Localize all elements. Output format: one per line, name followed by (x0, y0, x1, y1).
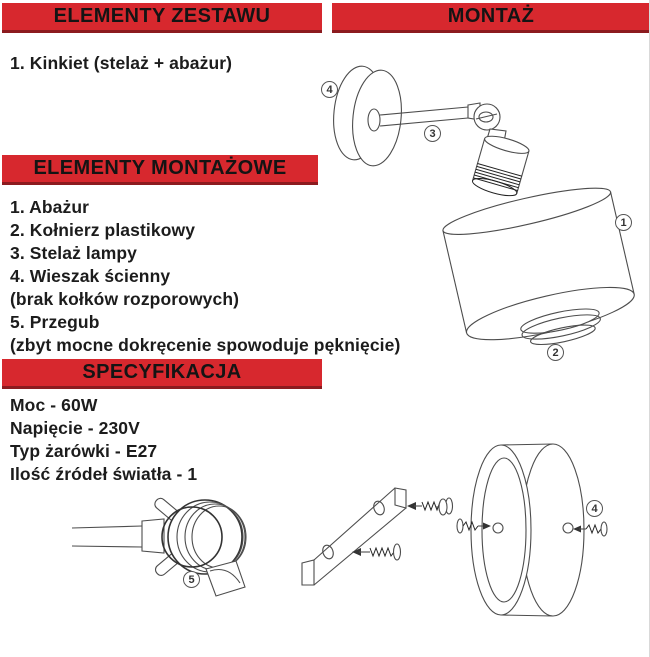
bracket-end-left (302, 560, 314, 585)
spec-list (10, 394, 197, 486)
section-header-kit-label: ELEMENTY ZESTAWU (53, 5, 271, 27)
callout-wall-plate: 4 (321, 81, 338, 98)
section-header-spec-label: SPECYFIKACJA (82, 361, 242, 383)
section-header-mounting (2, 155, 318, 185)
spec-item: Typ żarówki - E27 (10, 441, 158, 461)
socket-drawing (471, 133, 531, 200)
joint-detail-diagram (60, 495, 290, 610)
mounting-item: 2. Kołnierz plastikowy (10, 220, 196, 240)
mounting-item: 5. Przegub (10, 312, 100, 332)
collar-drawing (519, 304, 603, 350)
arm-connector (142, 519, 164, 553)
bracket-hole (321, 544, 335, 561)
section-header-kit (2, 3, 322, 33)
mounting-item: 4. Wieszak ścienny (10, 266, 171, 286)
kit-item: 1. Kinkiet (stelaż + abażur) (10, 53, 233, 73)
section-header-assembly-label: MONTAŻ (447, 5, 535, 27)
montage-diagram (320, 60, 650, 370)
callout-canopy: 4 (586, 500, 603, 517)
spec-item: Napięcie - 230V (10, 418, 140, 438)
callout-arm: 3 (424, 125, 441, 142)
section-header-spec (2, 359, 322, 389)
kit-list (10, 52, 232, 75)
mounting-item-note: (zbyt mocne dokręcenie spowoduje pęknięcie) (10, 335, 401, 355)
callout-shade: 1 (615, 214, 632, 231)
callout-collar: 2 (547, 344, 564, 361)
spec-item: Moc - 60W (10, 395, 98, 415)
spec-item: Ilość źródeł światła - 1 (10, 464, 198, 484)
mounting-item: 1. Abażur (10, 197, 90, 217)
section-header-mounting-label: ELEMENTY MONTAŻOWE (33, 157, 287, 179)
section-header-assembly (332, 3, 650, 33)
ring-body (471, 444, 584, 616)
canopy-ring-diagram (435, 435, 650, 620)
wall-plate-drawing (329, 64, 406, 168)
callout-joint: 5 (183, 571, 200, 588)
mounting-item-note: (brak kołków rozporowych) (10, 289, 240, 309)
bracket-end-right (395, 488, 406, 508)
screw-partial (436, 499, 447, 515)
mounting-item: 3. Stelaż lampy (10, 243, 137, 263)
